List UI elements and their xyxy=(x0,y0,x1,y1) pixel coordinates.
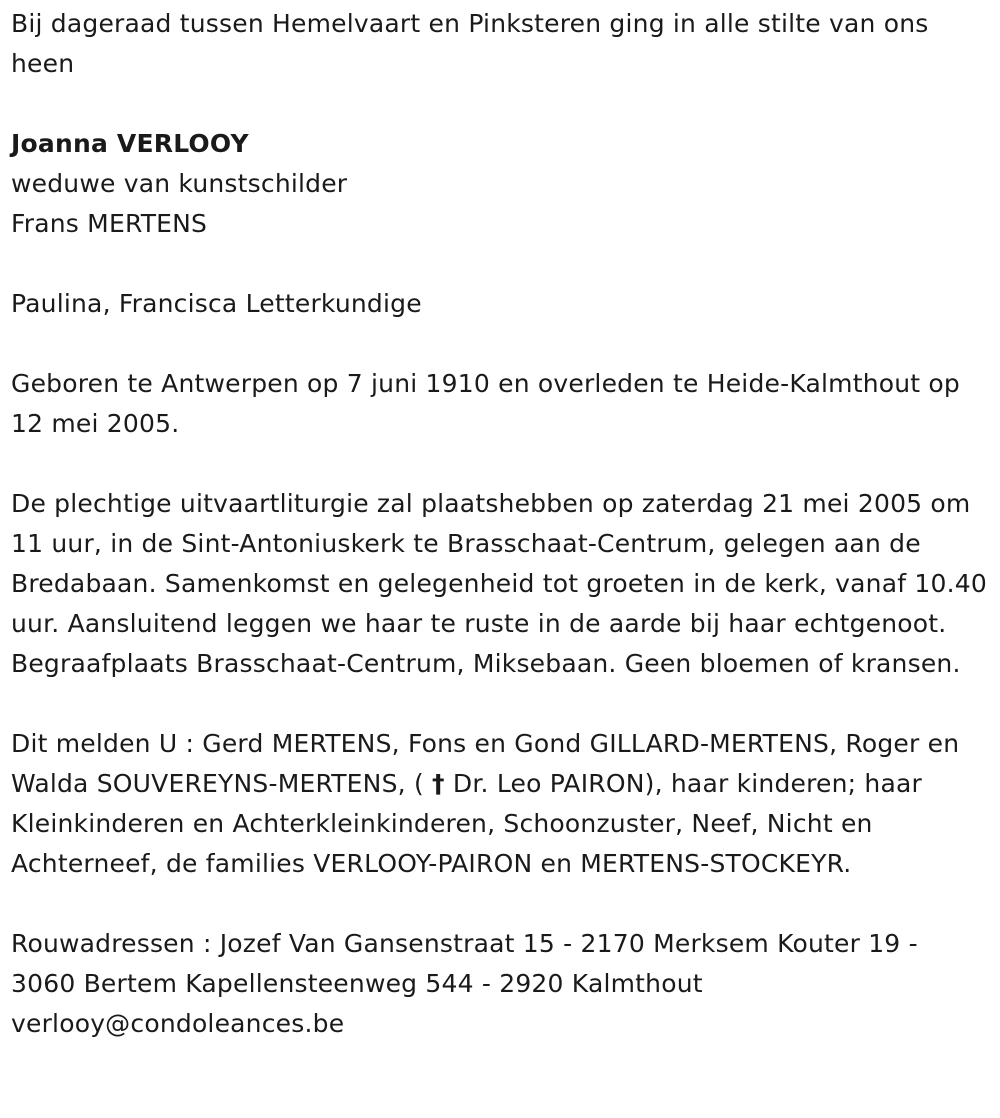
announcement-text xyxy=(11,724,990,884)
intro-text: Bij dageraad tussen Hemelvaart en Pinksteren ging in alle stilte van ons heen xyxy=(11,9,929,78)
relation-line-2: Frans MERTENS xyxy=(11,209,208,238)
email-address: verlooy@condoleances.be xyxy=(11,1009,345,1038)
address-line-1: Rouwadressen : Jozef Van Gansenstraat 15 - 2170 Merksem Kouter 19 - xyxy=(11,929,918,958)
announcement-part-2: Dr. Leo PAIRON), haar kinderen; haar Kleinkinderen en Achterkleinkinderen, Schoonzuster, Neef, Nicht en Achterneef, de families VERLOOY-PAIRON en MERTENS-STOCKEYR. xyxy=(11,769,922,878)
address-line-2: 3060 Bertem Kapellensteenweg 544 - 2920 Kalmthout xyxy=(11,969,703,998)
funeral-text: De plechtige uitvaartliturgie zal plaatshebben op zaterdag 21 mei 2005 om 11 uur, in de Sint-Antoniuskerk te Brasschaat-Centrum, gelegen aan de Bredabaan. Samenkomst en gelegenheid tot groeten in de kerk, vanaf 10.40 uur. Aansluitend leggen we haar te ruste in de aarde bij haar echtgenoot. Begraafplaats Brasschaat-Centrum, Miksebaan. Geen bloemen of kransen. xyxy=(11,489,987,678)
announcement-part-1: Dit melden U : Gerd MERTENS, Fons en Gond GILLARD-MERTENS, Roger en Walda SOUVEREYNS-MERTENS, ( xyxy=(11,729,960,798)
alias-text: Paulina, Francisca Letterkundige xyxy=(11,289,422,318)
relation-line-1: weduwe van kunstschilder xyxy=(11,169,348,198)
birth-death-text: Geboren te Antwerpen op 7 juni 1910 en overleden te Heide-Kalmthout op 12 mei 2005. xyxy=(11,369,960,438)
deceased-name: Joanna VERLOOY xyxy=(11,129,249,158)
cross-icon: † xyxy=(432,769,445,798)
